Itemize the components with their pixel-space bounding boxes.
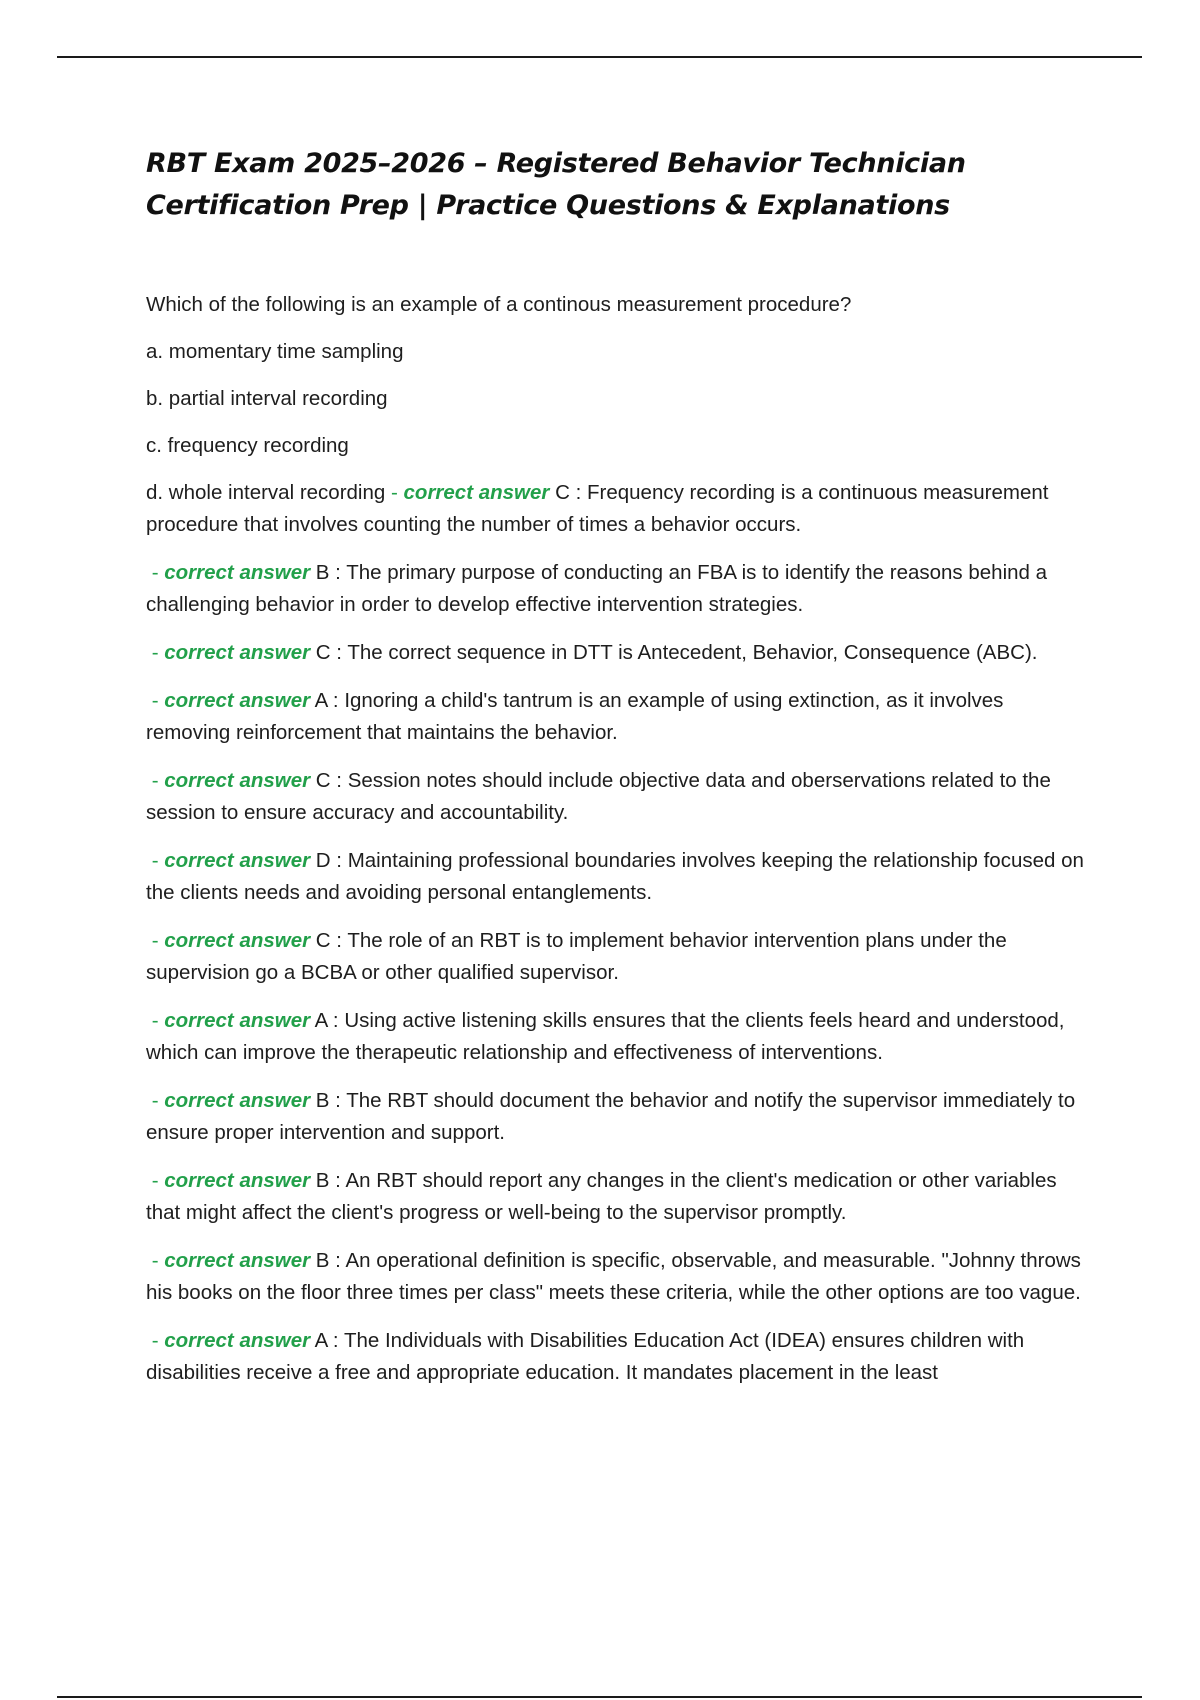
answer-letter: A xyxy=(314,689,328,712)
answer-explanation: Frequency recording is a continuous measurement procedure that involves counting the number of times a behavior occurs. xyxy=(146,481,1049,536)
answer-item: - correct answer A : The Individuals with Disabilities Education Act (IDEA) ensures children with disabilities receive a free and appropriate education. It mandates placement in the least xyxy=(146,1329,1025,1384)
answer-explanation: The primary purpose of conducting an FBA is to identify the reasons behind a challenging behavior in order to develop effective intervention strategies. xyxy=(146,561,1048,616)
correct-answer-marker: correct answer xyxy=(164,1329,311,1352)
answer-letter: B xyxy=(315,1249,330,1272)
option-a: a. momentary time sampling xyxy=(146,340,404,363)
correct-answer-marker: correct answer xyxy=(164,929,311,952)
answer-item: - correct answer C : Session notes should include objective data and oberservations related to the session to ensure accuracy and accountability. xyxy=(146,769,1051,824)
answer-explanation: Ignoring a child's tantrum is an example of using extinction, as it involves removing reinforcement that maintains the behavior. xyxy=(146,689,1004,744)
answer-letter: B xyxy=(315,1089,330,1112)
answer-explanation: Maintaining professional boundaries involves keeping the relationship focused on the clients needs and avoiding personal entanglements. xyxy=(146,849,1084,904)
answer-explanation: The correct sequence in DTT is Antecedent, Behavior, Consequence (ABC). xyxy=(347,641,1038,664)
option-d-with-answer: d. whole interval recording - correct answer C : Frequency recording is a continuous measurement procedure that involves counting the number of times a behavior occurs. xyxy=(146,481,1049,536)
correct-answer-marker: correct answer xyxy=(403,481,550,504)
top-rule xyxy=(57,56,1142,58)
answer-letter: C xyxy=(315,641,331,664)
correct-answer-marker: correct answer xyxy=(164,1089,311,1112)
correct-answer-marker: correct answer xyxy=(164,849,311,872)
option-c: c. frequency recording xyxy=(146,434,349,457)
qa-section xyxy=(146,289,1091,1389)
answer-item: - correct answer C : The role of an RBT is to implement behavior intervention plans under the supervision go a BCBA or other qualified supervisor. xyxy=(146,929,1007,984)
answer-explanation: An RBT should report any changes in the client's medication or other variables that might affect the client's progress or well-being to the supervisor promptly. xyxy=(146,1169,1057,1224)
answer-item: - correct answer B : The RBT should document the behavior and notify the supervisor immediately to ensure proper intervention and support. xyxy=(146,1089,1076,1144)
answer-explanation: An operational definition is specific, observable, and measurable. "Johnny throws his books on the floor three times per class" meets these criteria, while the other options are too vague. xyxy=(146,1249,1081,1304)
answer-item: - correct answer B : The primary purpose of conducting an FBA is to identify the reasons behind a challenging behavior in order to develop effective intervention strategies. xyxy=(146,561,1048,616)
answer-letter: D xyxy=(315,849,331,872)
answer-letter: C xyxy=(555,481,570,504)
correct-answer-marker: correct answer xyxy=(164,1249,311,1272)
answer-explanation: The role of an RBT is to implement behavior intervention plans under the supervision go a BCBA or other qualified supervisor. xyxy=(146,929,1007,984)
answer-explanation: The Individuals with Disabilities Education Act (IDEA) ensures children with disabilities receive a free and appropriate education. It mandates placement in the least xyxy=(146,1329,1025,1384)
answer-explanation: The RBT should document the behavior and notify the supervisor immediately to ensure proper intervention and support. xyxy=(146,1089,1076,1144)
option-b: b. partial interval recording xyxy=(146,387,388,410)
answer-item: - correct answer A : Using active listening skills ensures that the clients feels heard and understood, which can improve the therapeutic relationship and effectiveness of interventions. xyxy=(146,1009,1065,1064)
answer-letter: C xyxy=(315,769,331,792)
correct-answer-marker: correct answer xyxy=(164,1169,311,1192)
bottom-rule xyxy=(57,1696,1142,1698)
answer-item: - correct answer D : Maintaining professional boundaries involves keeping the relationship focused on the clients needs and avoiding personal entanglements. xyxy=(146,849,1084,904)
answer-explanation: Using active listening skills ensures that the clients feels heard and understood, which can improve the therapeutic relationship and effectiveness of interventions. xyxy=(146,1009,1065,1064)
answer-letter: A xyxy=(314,1329,328,1352)
answer-item: - correct answer C : The correct sequence in DTT is Antecedent, Behavior, Consequence (ABC). xyxy=(151,641,1038,664)
document-title: RBT Exam 2025–2026 – Registered Behavior Technician Certification Prep | Practice Questions & Explanations xyxy=(146,148,966,221)
answer-item: - correct answer B : An RBT should report any changes in the client's medication or other variables that might affect the client's progress or well-being to the supervisor promptly. xyxy=(146,1169,1057,1224)
correct-answer-marker: correct answer xyxy=(164,1009,311,1032)
question-text: Which of the following is an example of a continous measurement procedure? xyxy=(146,293,852,316)
option-d: d. whole interval recording xyxy=(146,481,386,504)
correct-answer-marker: correct answer xyxy=(164,641,311,664)
correct-answer-marker: correct answer xyxy=(164,561,311,584)
correct-answer-marker: correct answer xyxy=(164,689,311,712)
correct-answer-marker: correct answer xyxy=(164,769,311,792)
answer-explanation: Session notes should include objective data and oberservations related to the session to ensure accuracy and accountability. xyxy=(146,769,1051,824)
answer-letter: B xyxy=(315,1169,330,1192)
answer-letter: B xyxy=(315,561,330,584)
answer-item: - correct answer A : Ignoring a child's tantrum is an example of using extinction, as it involves removing reinforcement that maintains the behavior. xyxy=(146,689,1004,744)
document-body xyxy=(146,143,1091,1405)
answer-letter: A xyxy=(314,1009,328,1032)
answer-letter: C xyxy=(315,929,331,952)
answer-item: - correct answer B : An operational definition is specific, observable, and measurable. "Johnny throws his books on the floor three times per class" meets these criteria, while the other options are too vague. xyxy=(146,1249,1081,1304)
